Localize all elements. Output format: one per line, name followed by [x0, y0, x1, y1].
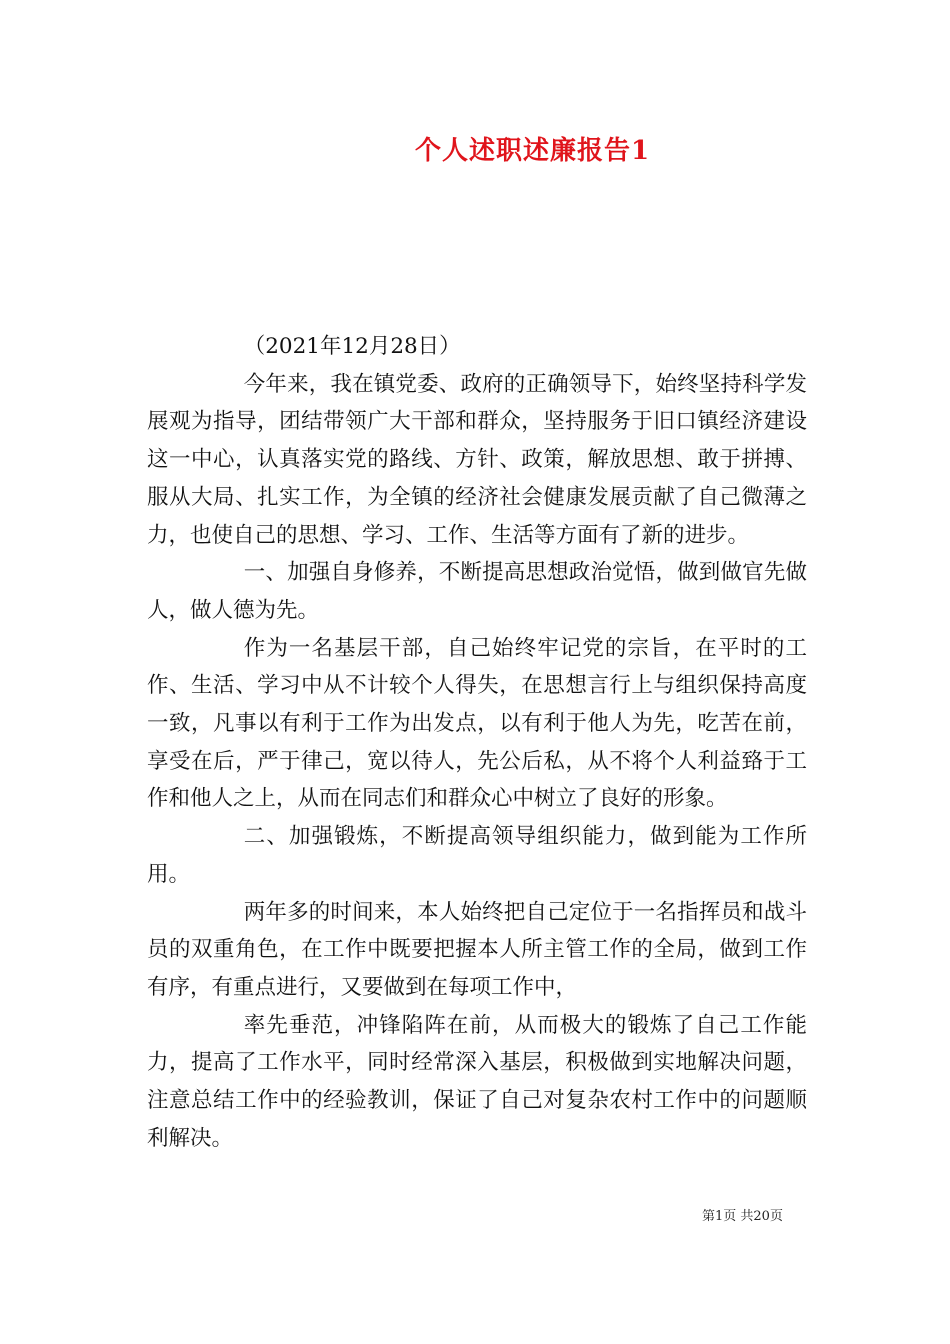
date-line: （2021年12月28日）	[243, 334, 461, 359]
document-body	[147, 328, 807, 1157]
section-heading-1: 一、加强自身修养，不断提高思想政治觉悟，做到做官先做人，做人德为先。	[147, 560, 807, 623]
paragraph-section-2b: 率先垂范，冲锋陷阵在前，从而极大的锻炼了自己工作能力，提高了工作水平，同时经常深入基层，积极做到实地解决问题，注意总结工作中的经验教训，保证了自己对复杂农村工作中的问题顺利解决。	[147, 1012, 807, 1151]
paragraph-intro: 今年来，我在镇党委、政府的正确领导下，始终坚持科学发展观为指导，团结带领广大干部和群众，坚持服务于旧口镇经济建设这一中心，认真落实党的路线、方针、政策，解放思想、敢于拼搏、服从大局、扎实工作，为全镇的经济社会健康发展贡献了自己微薄之力，也使自己的思想、学习、工作、生活等方面有了新的进步。	[147, 371, 807, 548]
paragraph-section-1: 作为一名基层干部，自己始终牢记党的宗旨，在平时的工作、生活、学习中从不计较个人得失，在思想言行上与组织保持高度一致，凡事以有利于工作为出发点，以有利于他人为先，吃苦在前，享受在后，严于律己，宽以待人，先公后私，从不将个人利益臵于工作和他人之上，从而在同志们和群众心中树立了良好的形象。	[147, 635, 807, 812]
section-heading-2: 二、加强锻炼，不断提高领导组织能力，做到能为工作所用。	[147, 824, 807, 887]
paragraph-section-2a: 两年多的时间来，本人始终把自己定位于一名指挥员和战斗员的双重角色，在工作中既要把握本人所主管工作的全局，做到工作有序，有重点进行，又要做到在每项工作中，	[147, 899, 807, 1000]
page-number-footer: 第1页 共20页	[702, 1209, 783, 1224]
document-title: 个人述职述廉报告1	[414, 136, 651, 166]
